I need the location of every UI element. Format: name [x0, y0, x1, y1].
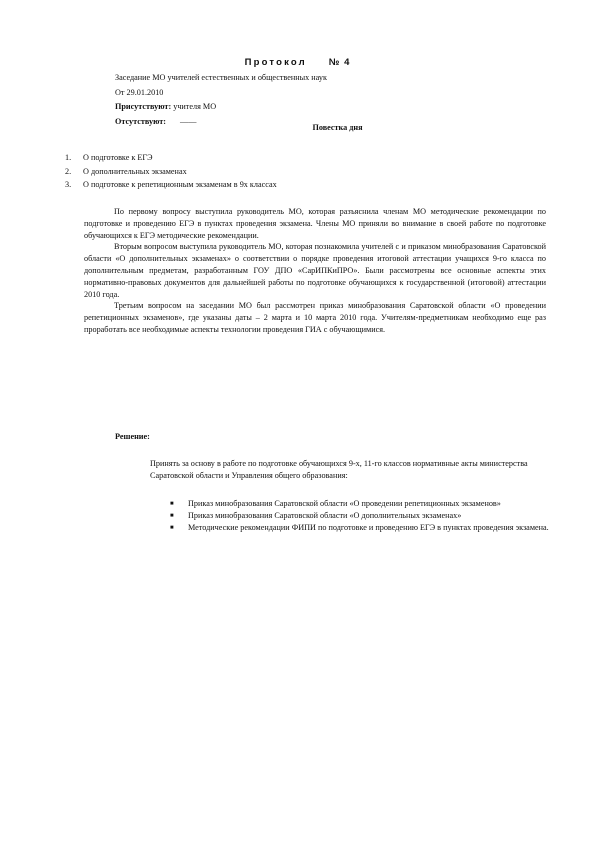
- agenda-item-text: О подготовке к репетиционным экзаменам в 9х классах: [83, 180, 277, 189]
- body-paragraph: Третьим вопросом на заседании МО был рассмотрен приказ минобразования Саратовской области «О проведении репетиционных экзаменов», где указаны даты – 2 марта и 10 марта 2010 года. Учителям-предметникам необходимо еще раз проработать все необходимые аспекты технологии проведения ГИА с обучающимися.: [84, 301, 546, 334]
- agenda-list: [65, 151, 545, 192]
- agenda-item-number: 1.: [65, 153, 72, 162]
- list-item: [170, 498, 552, 510]
- bullet-icon: ■: [170, 525, 174, 532]
- bullet-icon: ■: [170, 513, 174, 520]
- list-item: [170, 522, 552, 534]
- meeting-date: От 29.01.2010: [115, 87, 164, 97]
- agenda-item: [65, 178, 545, 192]
- bullet-icon: ■: [170, 501, 174, 507]
- agenda-item: [65, 165, 545, 179]
- present-line: [115, 100, 327, 115]
- absent-value: ——: [180, 116, 197, 126]
- protocol-title-text: Протокол: [244, 57, 307, 68]
- agenda-item-number: 3.: [65, 180, 72, 189]
- meeting-name: Заседание МО учителей естественных и общественных наук: [115, 73, 327, 82]
- protocol-number: № 4: [328, 57, 351, 68]
- list-item-text: Приказ минобразования Саратовской области «О дополнительных экзаменах»: [188, 511, 462, 521]
- body-paragraph: По первому вопросу выступила руководитель МО, которая разъяснила членам МО методические рекомендации по подготовке и проведению ЕГЭ в пунктах проведения экзамена. Члены МО приняли во внимание в своей работе по подготовке обучающихся к ЕГЭ методические рекомендации.: [84, 207, 546, 240]
- body-paragraph: Вторым вопросом выступила руководитель МО, которая познакомила учителей с и приказом минобразования Саратовской области «О дополнительных экзаменах» о соответствии о порядке проведения итоговой аттестации учащихся 9-го класса по дополнительным предметам, разработанным ГОУ ДПО «СарИПКиПРО». Были рассмотрены все основные аспекты этих нормативно-правовых документов для дальнейшей работы по подготовке обучающихся к государственной (итоговой) аттестации 2010 года.: [84, 242, 546, 299]
- protocol-body: [84, 206, 546, 336]
- present-label: Присутствуют:: [115, 102, 172, 111]
- agenda-item: [65, 151, 545, 165]
- agenda-item-text: О подготовке к ЕГЭ: [83, 153, 153, 162]
- present-value: учителя МО: [171, 102, 217, 111]
- agenda-item-text: О дополнительных экзаменах: [83, 166, 187, 176]
- agenda-title: Повестка дня: [312, 123, 363, 132]
- list-item-text: Приказ минобразования Саратовской области «О проведении репетиционных экзаменов»: [188, 499, 501, 508]
- decision-text: Принять за основу в работе по подготовке обучающихся 9-х, 11-го классов нормативные акты министерства Саратовской области и Управления общего образования:: [150, 459, 528, 481]
- protocol-title: [0, 57, 595, 68]
- decision-label: Решение:: [115, 432, 150, 441]
- list-item-text: Методические рекомендации ФИПИ по подготовке и проведению ЕГЭ в пунктах проведения экзамена.: [188, 523, 549, 533]
- meeting-meta: [115, 71, 327, 129]
- list-item: [170, 510, 552, 522]
- absent-label: Отсутствуют:: [115, 116, 167, 126]
- decision-bullets: [170, 498, 552, 535]
- agenda-item-number: 2.: [65, 166, 72, 176]
